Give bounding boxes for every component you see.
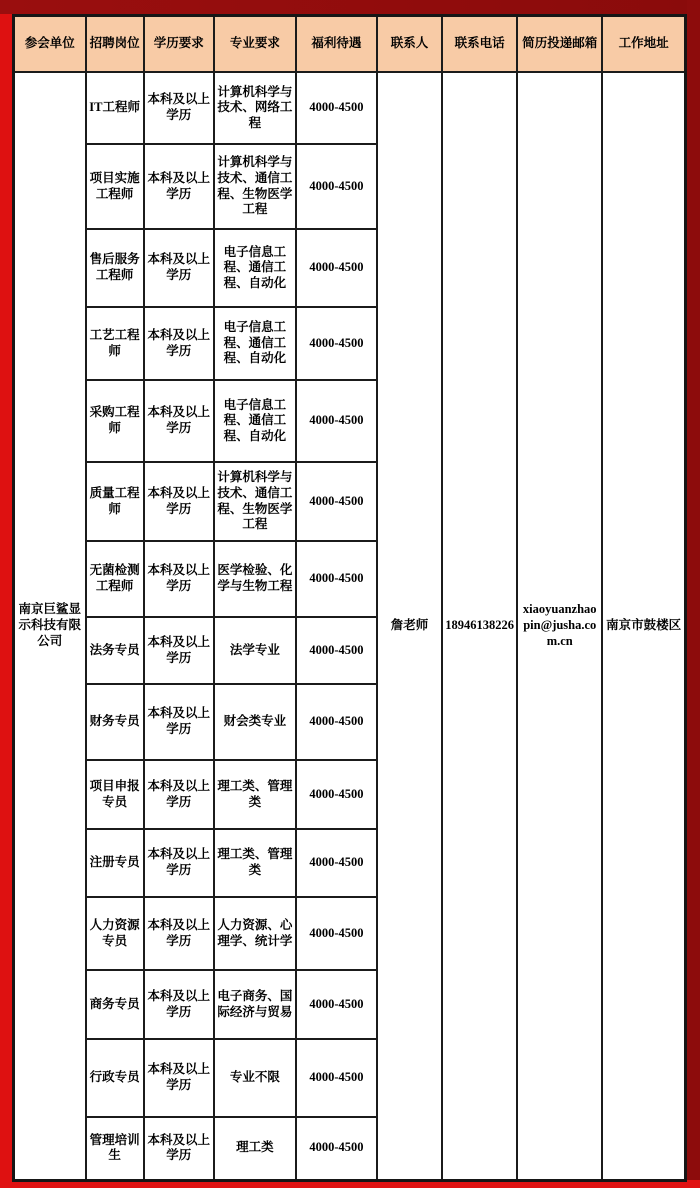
position-cell: 商务专员: [86, 970, 144, 1039]
position-cell: IT工程师: [86, 72, 144, 144]
education-cell: 本科及以上学历: [144, 684, 214, 760]
company-cell: 南京巨鲨显示科技有限公司: [14, 72, 86, 1180]
header-contact: 联系人: [377, 16, 442, 73]
position-cell: 售后服务工程师: [86, 229, 144, 307]
position-cell: 项目实施工程师: [86, 144, 144, 229]
position-cell: 财务专员: [86, 684, 144, 760]
major-cell: 财会类专业: [214, 684, 296, 760]
header-major: 专业要求: [214, 16, 296, 73]
salary-cell: 4000-4500: [296, 72, 377, 144]
frame-border-top: [0, 0, 700, 14]
education-cell: 本科及以上学历: [144, 1039, 214, 1117]
job-table-body: [14, 72, 686, 1180]
position-cell: 项目申报专员: [86, 760, 144, 829]
salary-cell: 4000-4500: [296, 1117, 377, 1180]
salary-cell: 4000-4500: [296, 462, 377, 541]
salary-cell: 4000-4500: [296, 897, 377, 970]
major-cell: 电子信息工程、通信工程、自动化: [214, 307, 296, 380]
major-cell: 电子信息工程、通信工程、自动化: [214, 229, 296, 307]
table-row: [14, 72, 686, 144]
position-cell: 人力资源专员: [86, 897, 144, 970]
header-email: 简历投递邮箱: [517, 16, 602, 73]
salary-cell: 4000-4500: [296, 684, 377, 760]
salary-cell: 4000-4500: [296, 144, 377, 229]
major-cell: 人力资源、心理学、统计学: [214, 897, 296, 970]
education-cell: 本科及以上学历: [144, 229, 214, 307]
salary-cell: 4000-4500: [296, 970, 377, 1039]
major-cell: 医学检验、化学与生物工程: [214, 541, 296, 617]
contact-email-cell: xiaoyuanzhaopin@jusha.com.cn: [517, 72, 602, 1180]
position-cell: 行政专员: [86, 1039, 144, 1117]
position-cell: 工艺工程师: [86, 307, 144, 380]
education-cell: 本科及以上学历: [144, 617, 214, 684]
header-phone: 联系电话: [442, 16, 517, 73]
major-cell: 电子信息工程、通信工程、自动化: [214, 380, 296, 462]
header-position: 招聘岗位: [86, 16, 144, 73]
major-cell: 电子商务、国际经济与贸易: [214, 970, 296, 1039]
education-cell: 本科及以上学历: [144, 144, 214, 229]
position-cell: 注册专员: [86, 829, 144, 897]
header-salary: 福利待遇: [296, 16, 377, 73]
frame-border-right: [687, 0, 700, 1180]
education-cell: 本科及以上学历: [144, 1117, 214, 1180]
education-cell: 本科及以上学历: [144, 462, 214, 541]
major-cell: 理工类、管理类: [214, 829, 296, 897]
education-cell: 本科及以上学历: [144, 829, 214, 897]
recruitment-table: [12, 14, 687, 1182]
header-education: 学历要求: [144, 16, 214, 73]
work-address-cell: 南京市鼓楼区: [602, 72, 685, 1180]
header-address: 工作地址: [602, 16, 685, 73]
major-cell: 专业不限: [214, 1039, 296, 1117]
major-cell: 理工类、管理类: [214, 760, 296, 829]
contact-phone-cell: 18946138226: [442, 72, 517, 1180]
header-company: 参会单位: [14, 16, 86, 73]
major-cell: 理工类: [214, 1117, 296, 1180]
salary-cell: 4000-4500: [296, 307, 377, 380]
salary-cell: 4000-4500: [296, 1039, 377, 1117]
salary-cell: 4000-4500: [296, 541, 377, 617]
education-cell: 本科及以上学历: [144, 72, 214, 144]
position-cell: 法务专员: [86, 617, 144, 684]
major-cell: 计算机科学与技术、通信工程、生物医学工程: [214, 462, 296, 541]
position-cell: 质量工程师: [86, 462, 144, 541]
salary-cell: 4000-4500: [296, 760, 377, 829]
major-cell: 计算机科学与技术、网络工程: [214, 72, 296, 144]
position-cell: 采购工程师: [86, 380, 144, 462]
education-cell: 本科及以上学历: [144, 970, 214, 1039]
education-cell: 本科及以上学历: [144, 307, 214, 380]
position-cell: 无菌检测工程师: [86, 541, 144, 617]
education-cell: 本科及以上学历: [144, 380, 214, 462]
salary-cell: 4000-4500: [296, 829, 377, 897]
education-cell: 本科及以上学历: [144, 760, 214, 829]
contact-person-cell: 詹老师: [377, 72, 442, 1180]
major-cell: 计算机科学与技术、通信工程、生物医学工程: [214, 144, 296, 229]
table-header-row: [14, 16, 686, 73]
major-cell: 法学专业: [214, 617, 296, 684]
education-cell: 本科及以上学历: [144, 541, 214, 617]
salary-cell: 4000-4500: [296, 617, 377, 684]
position-cell: 管理培训生: [86, 1117, 144, 1180]
education-cell: 本科及以上学历: [144, 897, 214, 970]
salary-cell: 4000-4500: [296, 229, 377, 307]
salary-cell: 4000-4500: [296, 380, 377, 462]
